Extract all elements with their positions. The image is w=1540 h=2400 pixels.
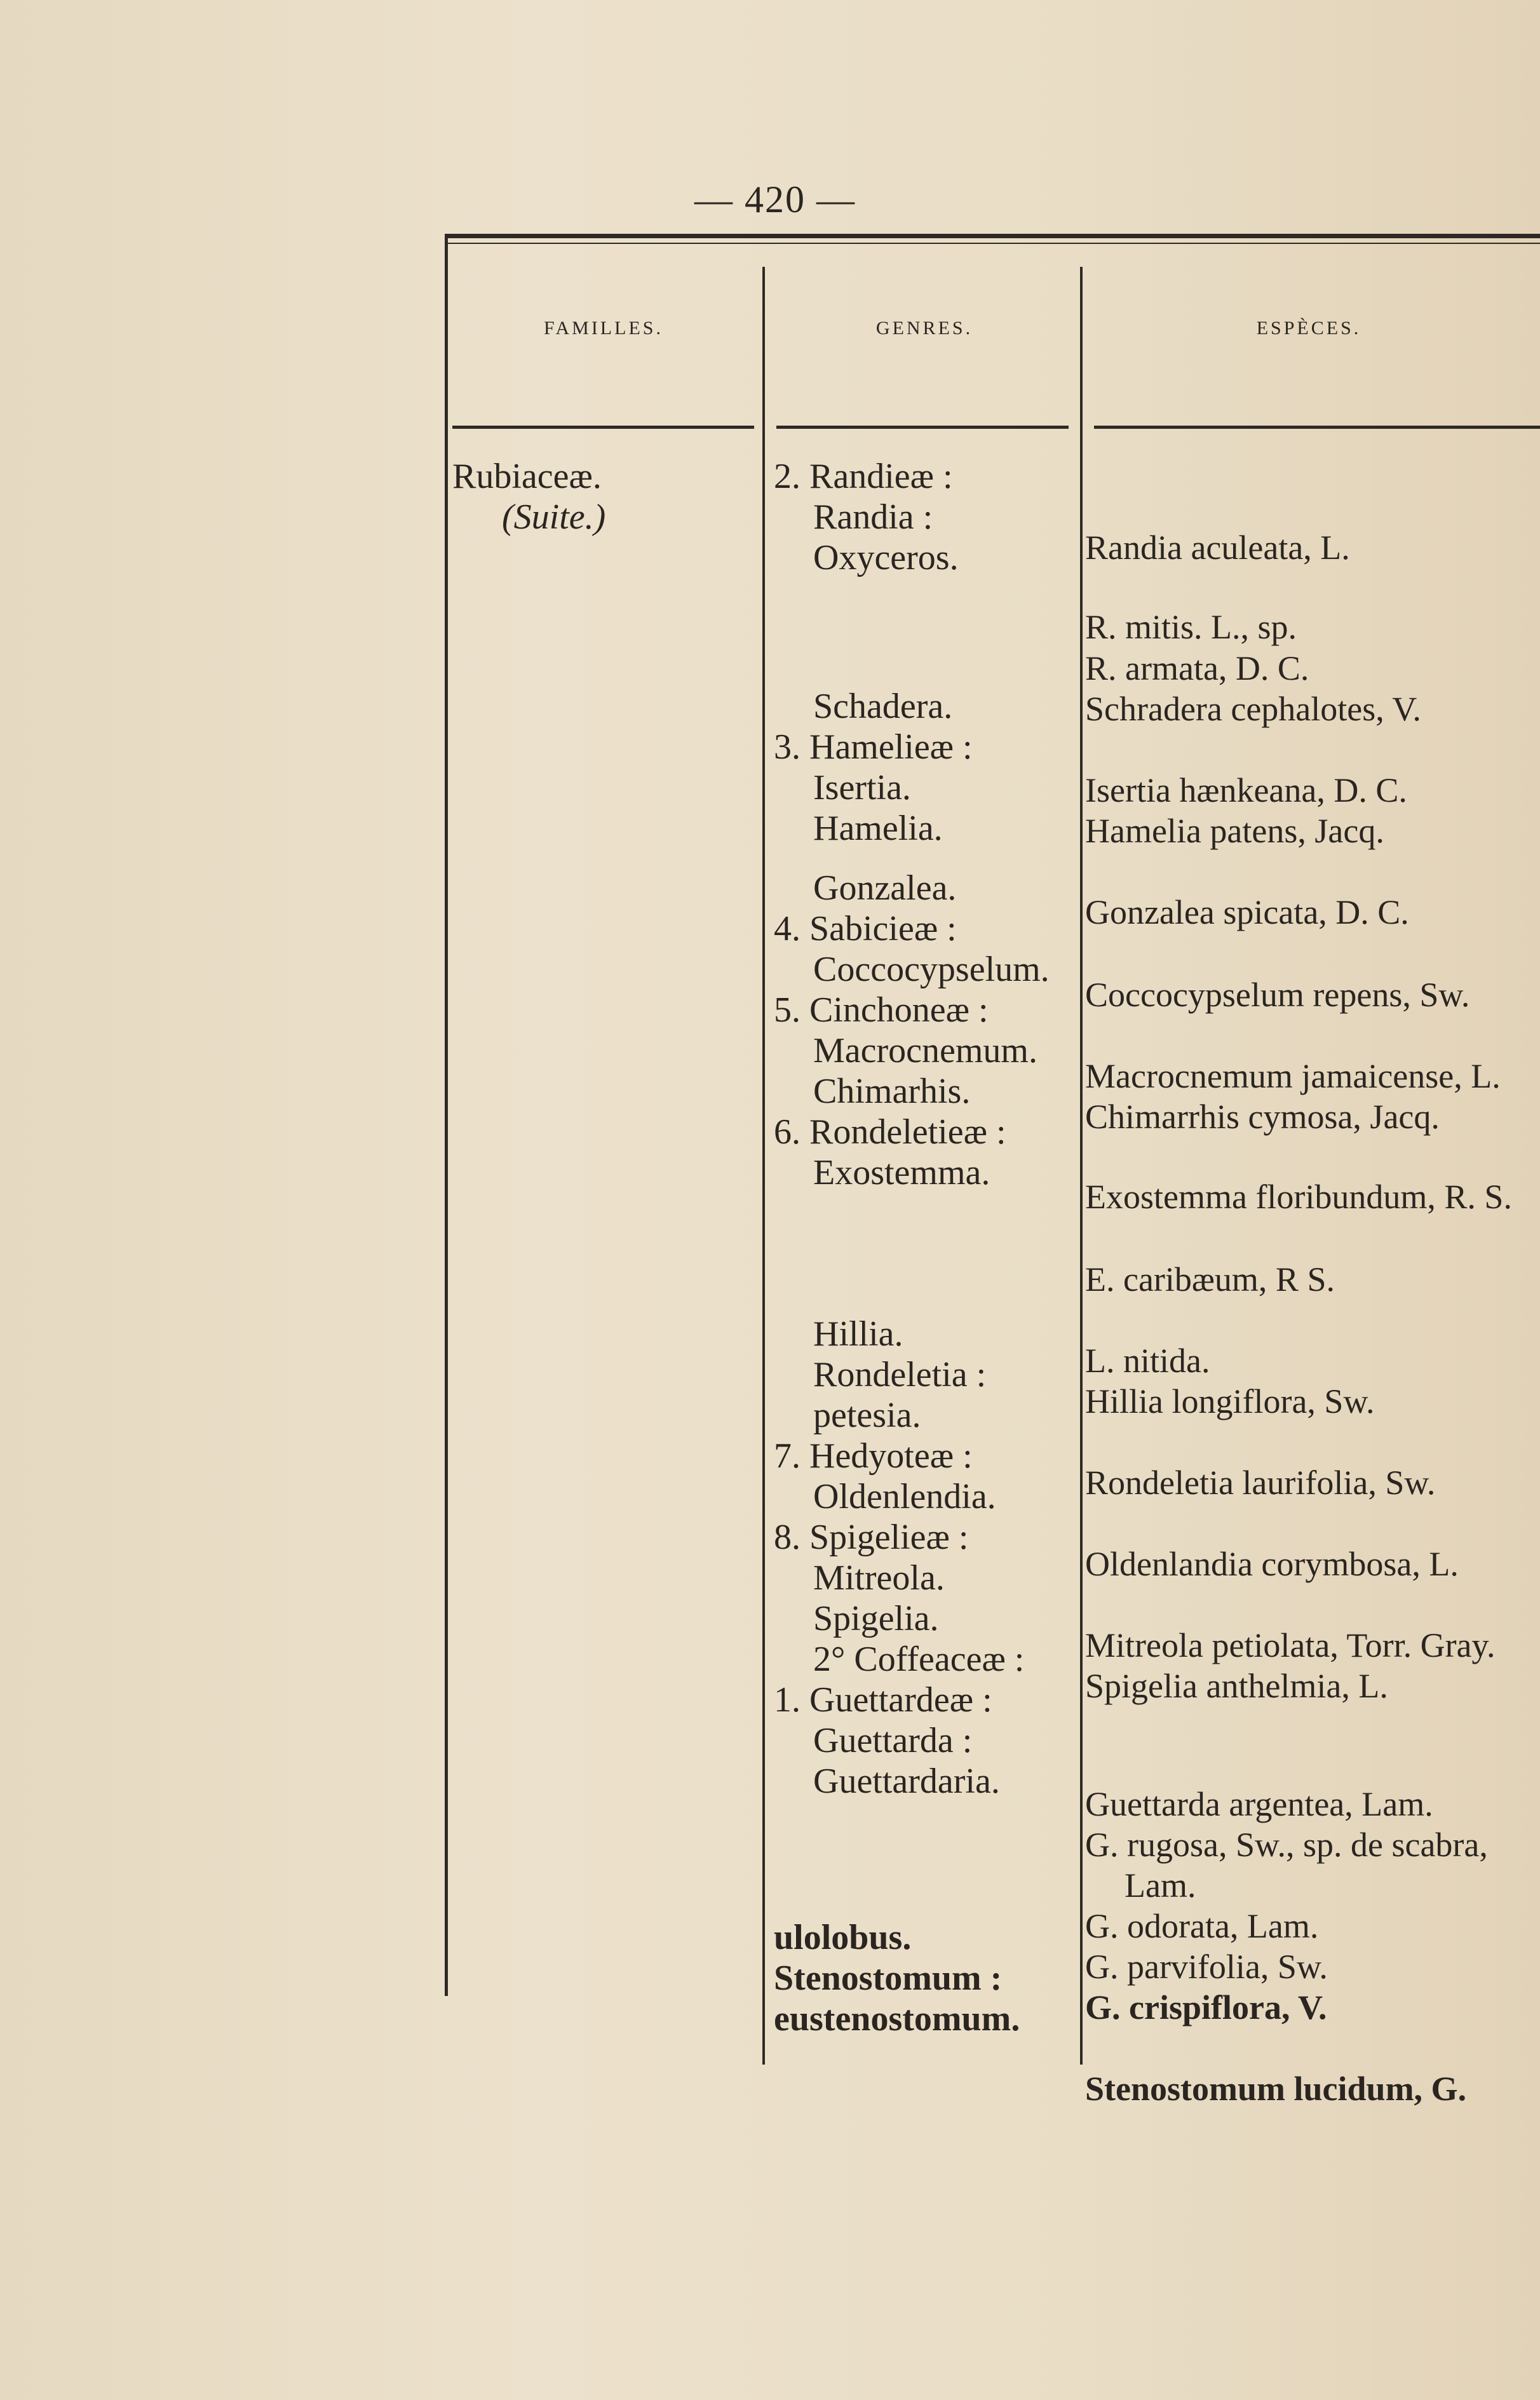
espece-row: Gonzalea spicata, D. C. [1085, 893, 1409, 931]
genre-label: Coccocypselum. [813, 950, 1050, 989]
header-bottom-rule-especes [1094, 426, 1540, 429]
espece-row: E. caribæum, R S. [1085, 1260, 1335, 1298]
genre-label: 2° Coffeaceæ : [813, 1640, 1025, 1679]
genre-row [765, 1598, 939, 1639]
genre-row [765, 1517, 968, 1558]
genre-label: Hamelia. [813, 809, 943, 848]
genre-row [765, 1030, 1037, 1071]
genre-row [755, 1917, 911, 1958]
espece-row: Exostemma floribundum, R. S. [1085, 1178, 1512, 1216]
genre-number: 3. [774, 727, 800, 767]
genre-label: Stenostomum : [774, 1958, 1003, 1998]
espece-row: Stenostomum lucidum, G. [1085, 2070, 1467, 2108]
genre-label: Cinchoneæ : [809, 990, 989, 1030]
genre-label: Hillia. [813, 1314, 903, 1354]
table-left-rule [445, 236, 448, 1996]
espece-row: Isertia hænkeana, D. C. [1085, 771, 1407, 809]
espece-row: Coccocypselum repens, Sw. [1085, 976, 1470, 1014]
genre-number: 2. [774, 457, 800, 496]
espece-row: Schradera cephalotes, V. [1085, 690, 1421, 728]
genre-label: Randieæ : [809, 457, 953, 496]
genre-row [755, 1999, 1020, 2039]
genre-label: Mitreola. [813, 1558, 945, 1598]
genre-row [765, 1395, 921, 1436]
genre-row [765, 1112, 1006, 1152]
genre-row [765, 1720, 972, 1761]
genre-row [765, 1639, 1024, 1680]
espece-row: Rondeletia laurifolia, Sw. [1085, 1464, 1436, 1502]
espece-row: Macrocnemum jamaicense, L. [1085, 1057, 1501, 1095]
genre-row [765, 497, 933, 537]
genre-label: Schadera. [813, 687, 953, 726]
genre-row [765, 1436, 973, 1476]
espece-row: L. nitida. [1085, 1342, 1210, 1380]
genre-number: 5. [774, 990, 800, 1030]
genre-row [765, 990, 989, 1030]
espece-row: Mitreola petiolata, Torr. Gray. [1085, 1626, 1496, 1664]
table-top-rule [445, 234, 1540, 238]
genre-row [765, 1476, 996, 1517]
espece-row: R. armata, D. C. [1085, 649, 1309, 687]
genre-label: Isertia. [813, 768, 911, 807]
genre-label: Sabicieæ : [809, 909, 957, 948]
genre-row [765, 808, 943, 849]
genre-label: petesia. [813, 1396, 921, 1435]
genre-number: 7. [774, 1436, 800, 1476]
espece-row: G. crispiflora, V. [1085, 1988, 1327, 2026]
genre-row [765, 456, 953, 497]
genre-label: Guettardaria. [813, 1762, 1000, 1801]
genre-label: Exostemma. [813, 1153, 990, 1192]
espece-row: Oldenlandia corymbosa, L. [1085, 1545, 1459, 1583]
genre-label: ulolobus. [774, 1918, 912, 1957]
espece-row: R. mitis. L., sp. [1085, 608, 1297, 646]
genre-label: Spigelieæ : [809, 1518, 969, 1557]
header-especes: ESPÈCES. [1256, 318, 1361, 339]
espece-row: G. odorata, Lam. [1085, 1907, 1319, 1945]
column-divider-2 [1080, 267, 1083, 2065]
genre-row [765, 686, 952, 727]
page-number: — 420 — [694, 179, 856, 220]
genre-label: Hedyoteæ : [809, 1436, 973, 1476]
genre-label: Macrocnemum. [813, 1031, 1037, 1070]
espece-row: G. rugosa, Sw., sp. de scabra, [1085, 1826, 1488, 1864]
genre-number: 8. [774, 1518, 800, 1557]
genre-label: Rondeletia : [813, 1355, 987, 1394]
genre-row [765, 767, 911, 808]
genre-row [765, 537, 959, 578]
genre-number: 4. [774, 909, 800, 948]
genre-label: Guettardeæ : [809, 1680, 992, 1720]
genre-number: 6. [774, 1112, 800, 1152]
genre-label: Gonzalea. [813, 868, 957, 908]
genre-row [765, 1071, 970, 1112]
genre-row [755, 1958, 1002, 1999]
espece-row: G. parvifolia, Sw. [1085, 1948, 1328, 1986]
espece-row: Randia aculeata, L. [1085, 529, 1350, 567]
espece-row: Lam. [1125, 1866, 1196, 1904]
genre-row [765, 908, 957, 949]
genre-row [765, 1152, 990, 1193]
genre-row [765, 949, 1050, 990]
espece-row: Hillia longiflora, Sw. [1085, 1382, 1375, 1420]
genre-label: Hamelieæ : [809, 727, 973, 767]
header-genres: GENRES. [875, 318, 973, 339]
header-bottom-rule-genres [776, 426, 1069, 429]
espece-row: Guettarda argentea, Lam. [1085, 1785, 1433, 1823]
genre-label: Rondeletieæ : [809, 1112, 1006, 1152]
genre-number: 1. [774, 1680, 800, 1720]
genre-label: Randia : [813, 497, 933, 537]
genre-label: Oxyceros. [813, 538, 959, 577]
genre-row [765, 1680, 992, 1720]
genre-row [765, 868, 956, 908]
header-familles: FAMILLES. [544, 318, 663, 339]
genre-row [765, 727, 973, 767]
espece-row: Hamelia patens, Jacq. [1085, 812, 1384, 850]
genre-label: Oldenlendia. [813, 1477, 996, 1516]
genre-label: eustenostomum. [774, 1999, 1020, 2039]
espece-row: Chimarrhis cymosa, Jacq. [1085, 1098, 1440, 1136]
genre-label: Spigelia. [813, 1599, 939, 1638]
table-top-rule-thin [445, 243, 1540, 244]
famille-name: Rubiaceæ. [452, 457, 602, 496]
genre-label: Guettarda : [813, 1721, 973, 1760]
famille-suite: (Suite.) [502, 497, 606, 537]
genre-row [765, 1354, 986, 1395]
genre-row [765, 1558, 945, 1598]
espece-row: Spigelia anthelmia, L. [1085, 1667, 1388, 1705]
genre-row [765, 1314, 903, 1354]
header-bottom-rule-familles [452, 426, 754, 429]
genre-label: Chimarhis. [813, 1072, 971, 1111]
genre-row [765, 1761, 1000, 1802]
